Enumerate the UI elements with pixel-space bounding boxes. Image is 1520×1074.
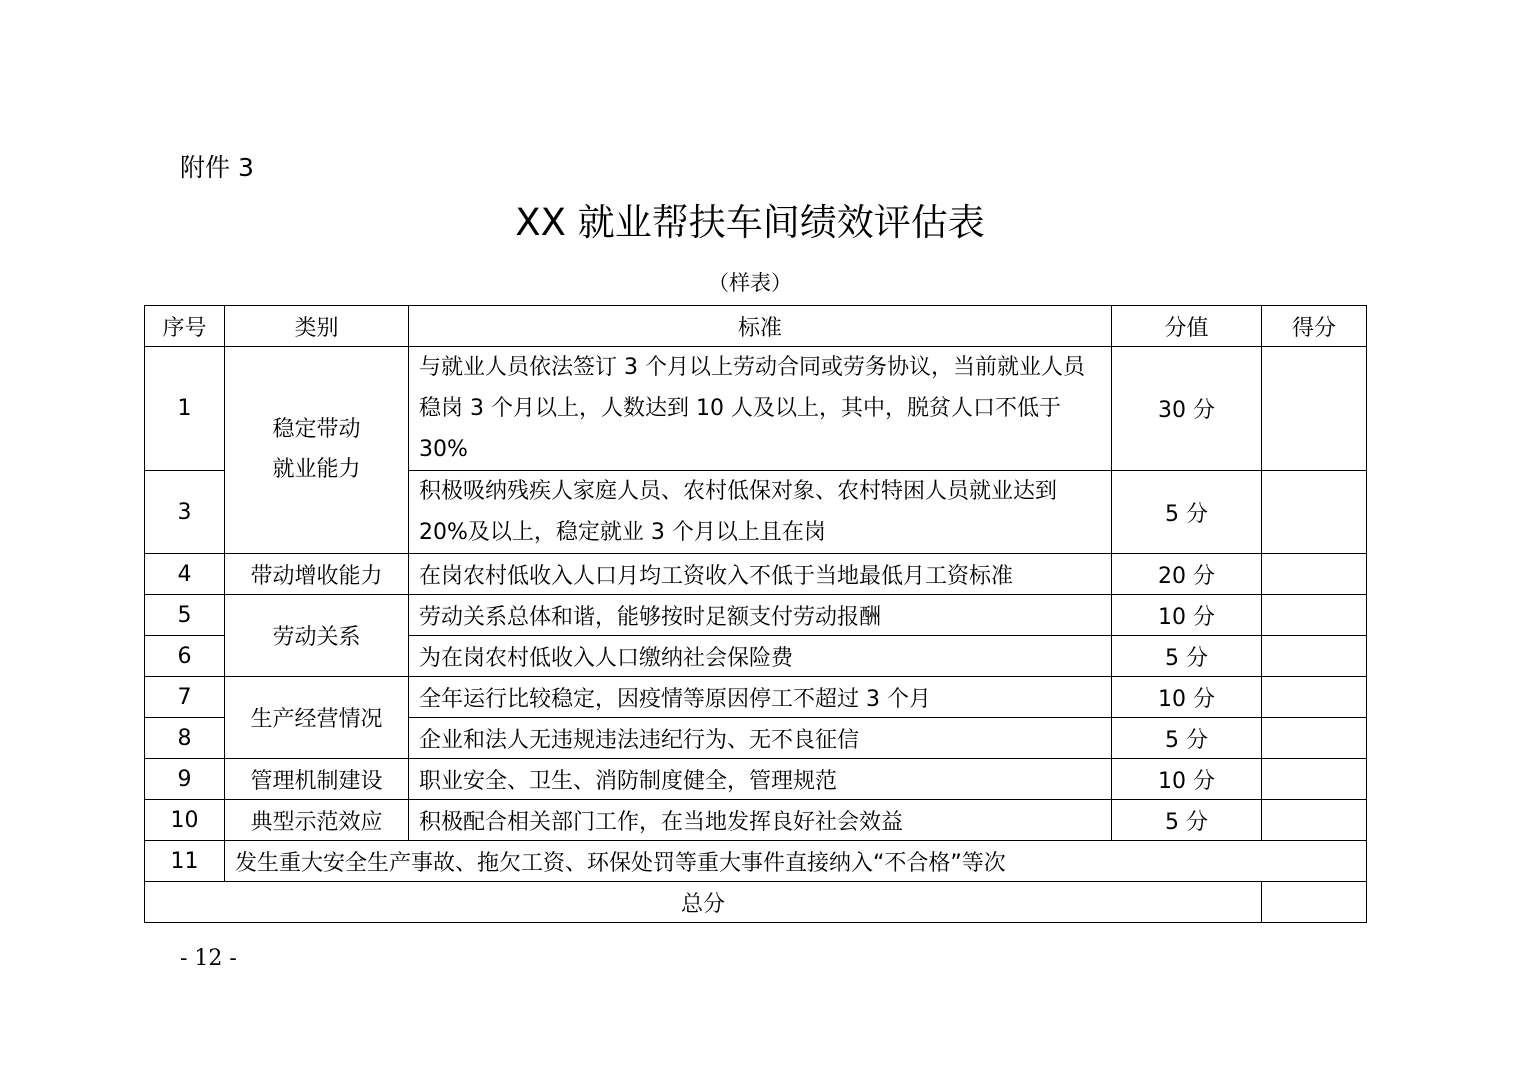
document-title: XX 就业帮扶车间绩效评估表 [515, 201, 985, 244]
row-value: 20 分 [1112, 554, 1262, 595]
table-row [145, 554, 1367, 595]
table-header-row [145, 306, 1367, 347]
row-no: 9 [145, 759, 225, 800]
table-row [145, 800, 1367, 841]
row-score [1262, 800, 1367, 841]
veto-rule-text: 发生重大安全生产事故、拖欠工资、环保处罚等重大事件直接纳入“不合格”等次 [225, 841, 1367, 882]
row-no: 3 [145, 471, 225, 554]
row-standard: 企业和法人无违规违法违纪行为、无不良征信 [409, 718, 1112, 759]
row-score [1262, 677, 1367, 718]
row-score [1262, 554, 1367, 595]
row-score [1262, 636, 1367, 677]
table-row [145, 347, 1367, 471]
row-score [1262, 595, 1367, 636]
row-no: 5 [145, 595, 225, 636]
row-no: 4 [145, 554, 225, 595]
row-standard: 与就业人员依法签订 3 个月以上劳动合同或劳务协议，当前就业人员稳岗 3 个月以上，人数达到 10 人及以上，其中，脱贫人口不低于 30% [409, 347, 1112, 471]
evaluation-table [144, 305, 1367, 923]
row-standard: 在岗农村低收入人口月均工资收入不低于当地最低月工资标准 [409, 554, 1112, 595]
header-category: 类别 [225, 306, 409, 347]
category-line: 稳定带动 [272, 417, 361, 442]
category-labor: 劳动关系 [225, 595, 409, 677]
header-standard: 标准 [409, 306, 1112, 347]
header-no: 序号 [145, 306, 225, 347]
category-demonstration: 典型示范效应 [225, 800, 409, 841]
header-value: 分值 [1112, 306, 1262, 347]
document-subtitle: （样表） [708, 271, 792, 295]
category-production: 生产经营情况 [225, 677, 409, 759]
category-management: 管理机制建设 [225, 759, 409, 800]
row-no: 10 [145, 800, 225, 841]
row-no: 8 [145, 718, 225, 759]
row-no: 7 [145, 677, 225, 718]
row-standard: 劳动关系总体和谐，能够按时足额支付劳动报酬 [409, 595, 1112, 636]
row-no: 1 [145, 347, 225, 471]
page-number: - 12 - [180, 946, 237, 971]
row-value: 10 分 [1112, 677, 1262, 718]
row-no: 11 [145, 841, 225, 882]
row-score [1262, 347, 1367, 471]
header-score: 得分 [1262, 306, 1367, 347]
row-value: 5 分 [1112, 471, 1262, 554]
row-standard: 为在岗农村低收入人口缴纳社会保险费 [409, 636, 1112, 677]
row-value: 5 分 [1112, 800, 1262, 841]
row-value: 10 分 [1112, 759, 1262, 800]
row-standard: 职业安全、卫生、消防制度健全，管理规范 [409, 759, 1112, 800]
row-value: 10 分 [1112, 595, 1262, 636]
row-standard: 积极吸纳残疾人家庭人员、农村低保对象、农村特困人员就业达到 20%及以上，稳定就业 3 个月以上且在岗 [409, 471, 1112, 554]
table-row [145, 595, 1367, 636]
attachment-label: 附件 3 [180, 153, 254, 182]
row-standard: 全年运行比较稳定，因疫情等原因停工不超过 3 个月 [409, 677, 1112, 718]
row-score [1262, 718, 1367, 759]
table-row [145, 677, 1367, 718]
category-income: 带动增收能力 [225, 554, 409, 595]
row-score [1262, 759, 1367, 800]
row-no: 6 [145, 636, 225, 677]
category-line: 就业能力 [272, 457, 361, 482]
row-score [1262, 471, 1367, 554]
row-value: 5 分 [1112, 718, 1262, 759]
table-row-veto [145, 841, 1367, 882]
row-value: 5 分 [1112, 636, 1262, 677]
table-row [145, 759, 1367, 800]
total-score [1262, 882, 1367, 923]
total-label: 总分 [145, 882, 1262, 923]
table-total-row [145, 882, 1367, 923]
row-value: 30 分 [1112, 347, 1262, 471]
category-stable-employment [225, 347, 409, 554]
row-standard: 积极配合相关部门工作，在当地发挥良好社会效益 [409, 800, 1112, 841]
